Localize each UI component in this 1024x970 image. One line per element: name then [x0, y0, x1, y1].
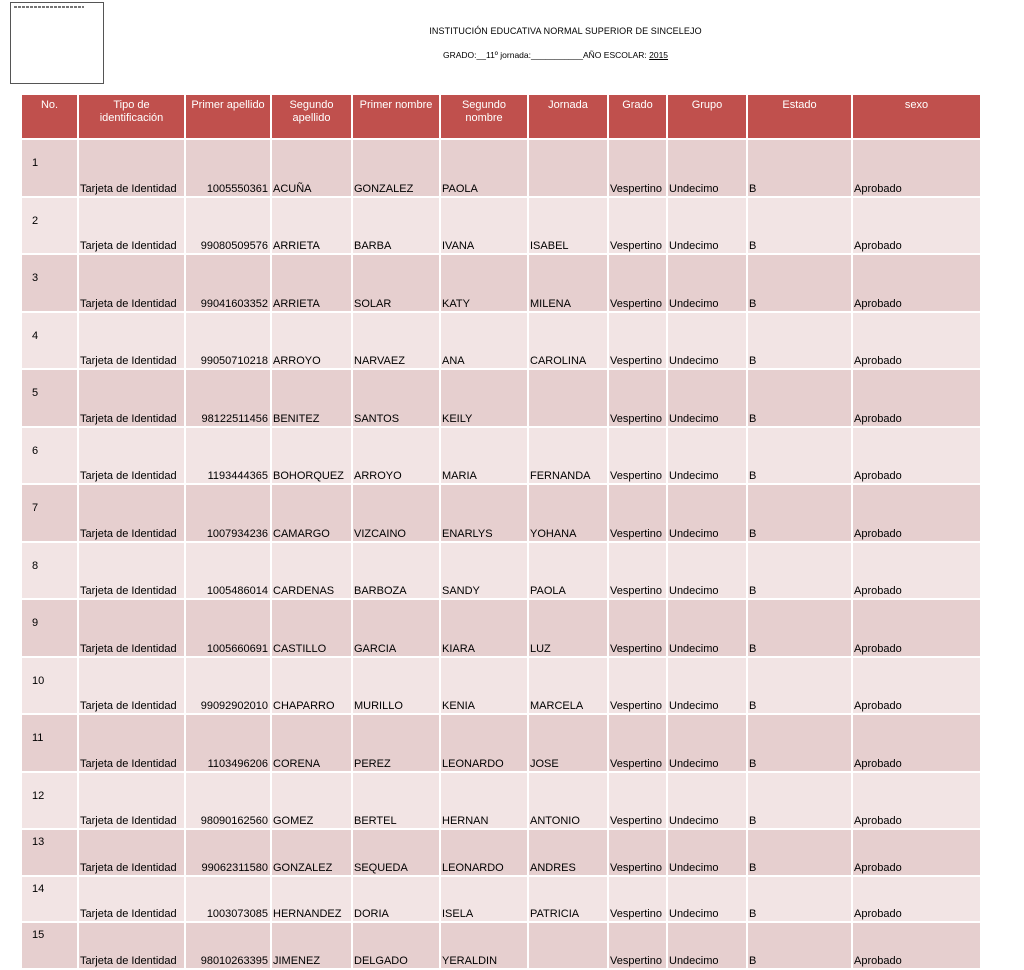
cell-segundo-apellido: BERTEL: [352, 772, 440, 830]
cell-grupo: B: [747, 829, 852, 876]
cell-segundo-nombre: MARCELA: [528, 657, 608, 715]
table-row: [21, 312, 981, 370]
cell-grado: Undecimo: [667, 772, 747, 830]
cell-segundo-nombre: [528, 369, 608, 427]
cell-primer-apellido: ARRIETA: [271, 254, 352, 312]
cell-grupo: B: [747, 484, 852, 542]
cell-primer-apellido: CASTILLO: [271, 599, 352, 657]
col-header-grupo: Grupo: [667, 94, 747, 139]
cell-segundo-apellido: DORIA: [352, 876, 440, 923]
cell-segundo-nombre: YOHANA: [528, 484, 608, 542]
table-row: [21, 197, 981, 255]
cell-tipo: Tarjeta de Identidad: [78, 369, 185, 427]
cell-tipo: Tarjeta de Identidad: [78, 254, 185, 312]
cell-no: 12: [21, 772, 78, 830]
table-body: [21, 139, 981, 969]
cell-primer-nombre: MARIA: [440, 427, 528, 485]
cell-id-number: 1005486014: [185, 542, 271, 600]
cell-grupo: B: [747, 139, 852, 197]
cell-id-number: 98010263395: [185, 922, 271, 969]
col-header-sexo: sexo: [852, 94, 981, 139]
cell-segundo-nombre: MILENA: [528, 254, 608, 312]
table-row: [21, 254, 981, 312]
cell-grado: Undecimo: [667, 599, 747, 657]
cell-jornada: Vespertino: [608, 876, 667, 923]
cell-grado: Undecimo: [667, 714, 747, 772]
cell-segundo-apellido: BARBA: [352, 197, 440, 255]
cell-segundo-apellido: VIZCAINO: [352, 484, 440, 542]
cell-primer-apellido: BENITEZ: [271, 369, 352, 427]
cell-jornada: Vespertino: [608, 542, 667, 600]
cell-grado: Undecimo: [667, 542, 747, 600]
cell-jornada: Vespertino: [608, 714, 667, 772]
cell-jornada: Vespertino: [608, 599, 667, 657]
cell-primer-apellido: GOMEZ: [271, 772, 352, 830]
table-row: [21, 657, 981, 715]
col-header-segundo-apellido: Segundo apellido: [271, 94, 352, 139]
logo-fine-print: [14, 6, 84, 8]
table-row: [21, 876, 981, 923]
cell-primer-apellido: CAMARGO: [271, 484, 352, 542]
cell-estado: Aprobado: [852, 714, 981, 772]
cell-jornada: Vespertino: [608, 922, 667, 969]
cell-segundo-apellido: NARVAEZ: [352, 312, 440, 370]
cell-estado: Aprobado: [852, 139, 981, 197]
cell-primer-apellido: ARRIETA: [271, 197, 352, 255]
table-header-row: [21, 94, 981, 139]
cell-tipo: Tarjeta de Identidad: [78, 922, 185, 969]
col-header-segundo-nombre: Segundo nombre: [440, 94, 528, 139]
table-row: [21, 772, 981, 830]
table-row: [21, 714, 981, 772]
cell-no: 7: [21, 484, 78, 542]
cell-id-number: 98090162560: [185, 772, 271, 830]
cell-tipo: Tarjeta de Identidad: [78, 657, 185, 715]
cell-primer-nombre: KENIA: [440, 657, 528, 715]
cell-tipo: Tarjeta de Identidad: [78, 542, 185, 600]
cell-no: 15: [21, 922, 78, 969]
cell-estado: Aprobado: [852, 197, 981, 255]
cell-no: 1: [21, 139, 78, 197]
cell-segundo-nombre: ISABEL: [528, 197, 608, 255]
cell-no: 10: [21, 657, 78, 715]
cell-grado: Undecimo: [667, 139, 747, 197]
cell-estado: Aprobado: [852, 484, 981, 542]
cell-estado: Aprobado: [852, 427, 981, 485]
cell-id-number: 1193444365: [185, 427, 271, 485]
cell-tipo: Tarjeta de Identidad: [78, 139, 185, 197]
logo-placeholder: [10, 2, 104, 84]
cell-no: 6: [21, 427, 78, 485]
cell-primer-apellido: GONZALEZ: [271, 829, 352, 876]
cell-tipo: Tarjeta de Identidad: [78, 714, 185, 772]
cell-primer-apellido: JIMENEZ: [271, 922, 352, 969]
institution-title: INSTITUCIÓN EDUCATIVA NORMAL SUPERIOR DE SINCELEJO: [429, 26, 702, 36]
cell-segundo-apellido: PEREZ: [352, 714, 440, 772]
cell-grupo: B: [747, 772, 852, 830]
cell-estado: Aprobado: [852, 922, 981, 969]
cell-primer-nombre: KEILY: [440, 369, 528, 427]
cell-grupo: B: [747, 369, 852, 427]
cell-tipo: Tarjeta de Identidad: [78, 599, 185, 657]
cell-primer-nombre: KATY: [440, 254, 528, 312]
cell-estado: Aprobado: [852, 876, 981, 923]
cell-grado: Undecimo: [667, 312, 747, 370]
cell-primer-apellido: HERNANDEZ: [271, 876, 352, 923]
cell-tipo: Tarjeta de Identidad: [78, 197, 185, 255]
table-row: [21, 139, 981, 197]
cell-no: 4: [21, 312, 78, 370]
student-roster-table: [20, 93, 982, 970]
grade-line: [443, 50, 668, 60]
col-header-grado: Grado: [608, 94, 667, 139]
cell-segundo-apellido: GONZALEZ: [352, 139, 440, 197]
cell-grado: Undecimo: [667, 876, 747, 923]
cell-tipo: Tarjeta de Identidad: [78, 427, 185, 485]
cell-estado: Aprobado: [852, 772, 981, 830]
cell-estado: Aprobado: [852, 599, 981, 657]
cell-tipo: Tarjeta de Identidad: [78, 312, 185, 370]
table-row: [21, 599, 981, 657]
cell-no: 9: [21, 599, 78, 657]
cell-segundo-nombre: LUZ: [528, 599, 608, 657]
cell-id-number: 1007934236: [185, 484, 271, 542]
cell-id-number: 99050710218: [185, 312, 271, 370]
cell-primer-apellido: CHAPARRO: [271, 657, 352, 715]
cell-id-number: 1005550361: [185, 139, 271, 197]
cell-grado: Undecimo: [667, 484, 747, 542]
cell-primer-nombre: ENARLYS: [440, 484, 528, 542]
col-header-no: No.: [21, 94, 78, 139]
cell-grupo: B: [747, 254, 852, 312]
col-header-jornada: Jornada: [528, 94, 608, 139]
cell-segundo-nombre: JOSE: [528, 714, 608, 772]
col-header-primer-apellido: Primer apellido: [185, 94, 271, 139]
cell-segundo-nombre: ANTONIO: [528, 772, 608, 830]
grade-line-text: GRADO:__11º jornada:___________AÑO ESCOLAR:: [443, 50, 650, 60]
table-row: [21, 542, 981, 600]
cell-segundo-apellido: GARCIA: [352, 599, 440, 657]
cell-grado: Undecimo: [667, 427, 747, 485]
cell-grupo: B: [747, 922, 852, 969]
table-row: [21, 427, 981, 485]
cell-id-number: 98122511456: [185, 369, 271, 427]
cell-primer-nombre: YERALDIN: [440, 922, 528, 969]
cell-primer-nombre: IVANA: [440, 197, 528, 255]
cell-primer-nombre: SANDY: [440, 542, 528, 600]
cell-segundo-apellido: SANTOS: [352, 369, 440, 427]
cell-id-number: 1003073085: [185, 876, 271, 923]
cell-primer-nombre: ISELA: [440, 876, 528, 923]
cell-id-number: 99041603352: [185, 254, 271, 312]
cell-primer-apellido: CARDENAS: [271, 542, 352, 600]
table-row: [21, 829, 981, 876]
table-row: [21, 922, 981, 969]
cell-jornada: Vespertino: [608, 484, 667, 542]
cell-segundo-apellido: ARROYO: [352, 427, 440, 485]
cell-jornada: Vespertino: [608, 657, 667, 715]
cell-jornada: Vespertino: [608, 369, 667, 427]
cell-tipo: Tarjeta de Identidad: [78, 484, 185, 542]
cell-tipo: Tarjeta de Identidad: [78, 772, 185, 830]
cell-id-number: 99080509576: [185, 197, 271, 255]
cell-jornada: Vespertino: [608, 197, 667, 255]
cell-grado: Undecimo: [667, 922, 747, 969]
cell-grupo: B: [747, 197, 852, 255]
col-header-primer-nombre: Primer nombre: [352, 94, 440, 139]
cell-segundo-nombre: FERNANDA: [528, 427, 608, 485]
cell-no: 5: [21, 369, 78, 427]
cell-grado: Undecimo: [667, 197, 747, 255]
cell-grupo: B: [747, 876, 852, 923]
cell-primer-nombre: LEONARDO: [440, 829, 528, 876]
cell-segundo-nombre: [528, 922, 608, 969]
cell-segundo-nombre: ANDRES: [528, 829, 608, 876]
cell-primer-apellido: ACUÑA: [271, 139, 352, 197]
cell-estado: Aprobado: [852, 369, 981, 427]
cell-no: 13: [21, 829, 78, 876]
cell-grado: Undecimo: [667, 657, 747, 715]
cell-estado: Aprobado: [852, 829, 981, 876]
cell-jornada: Vespertino: [608, 254, 667, 312]
cell-grupo: B: [747, 542, 852, 600]
cell-segundo-nombre: PATRICIA: [528, 876, 608, 923]
cell-jornada: Vespertino: [608, 312, 667, 370]
cell-estado: Aprobado: [852, 312, 981, 370]
cell-grado: Undecimo: [667, 254, 747, 312]
cell-primer-apellido: CORENA: [271, 714, 352, 772]
cell-segundo-nombre: [528, 139, 608, 197]
cell-segundo-apellido: SOLAR: [352, 254, 440, 312]
cell-primer-apellido: BOHORQUEZ: [271, 427, 352, 485]
cell-jornada: Vespertino: [608, 772, 667, 830]
cell-primer-nombre: LEONARDO: [440, 714, 528, 772]
cell-id-number: 1103496206: [185, 714, 271, 772]
cell-id-number: 1005660691: [185, 599, 271, 657]
table-row: [21, 484, 981, 542]
cell-no: 8: [21, 542, 78, 600]
col-header-estado: Estado: [747, 94, 852, 139]
cell-id-number: 99092902010: [185, 657, 271, 715]
cell-segundo-nombre: PAOLA: [528, 542, 608, 600]
cell-no: 2: [21, 197, 78, 255]
cell-jornada: Vespertino: [608, 427, 667, 485]
cell-estado: Aprobado: [852, 254, 981, 312]
cell-no: 14: [21, 876, 78, 923]
cell-grado: Undecimo: [667, 829, 747, 876]
cell-grupo: B: [747, 427, 852, 485]
cell-primer-nombre: KIARA: [440, 599, 528, 657]
cell-primer-nombre: PAOLA: [440, 139, 528, 197]
cell-jornada: Vespertino: [608, 829, 667, 876]
cell-grupo: B: [747, 312, 852, 370]
cell-primer-nombre: ANA: [440, 312, 528, 370]
cell-segundo-apellido: SEQUEDA: [352, 829, 440, 876]
cell-tipo: Tarjeta de Identidad: [78, 829, 185, 876]
cell-segundo-apellido: BARBOZA: [352, 542, 440, 600]
cell-estado: Aprobado: [852, 657, 981, 715]
cell-no: 11: [21, 714, 78, 772]
cell-segundo-apellido: MURILLO: [352, 657, 440, 715]
table-row: [21, 369, 981, 427]
cell-no: 3: [21, 254, 78, 312]
cell-jornada: Vespertino: [608, 139, 667, 197]
cell-estado: Aprobado: [852, 542, 981, 600]
cell-grupo: B: [747, 714, 852, 772]
cell-primer-apellido: ARROYO: [271, 312, 352, 370]
cell-tipo: Tarjeta de Identidad: [78, 876, 185, 923]
cell-grupo: B: [747, 657, 852, 715]
cell-grupo: B: [747, 599, 852, 657]
cell-grado: Undecimo: [667, 369, 747, 427]
col-header-tipo: Tipo de identificación: [78, 94, 185, 139]
cell-segundo-nombre: CAROLINA: [528, 312, 608, 370]
school-year: 2015: [649, 50, 669, 60]
cell-primer-nombre: HERNAN: [440, 772, 528, 830]
cell-id-number: 99062311580: [185, 829, 271, 876]
cell-segundo-apellido: DELGADO: [352, 922, 440, 969]
